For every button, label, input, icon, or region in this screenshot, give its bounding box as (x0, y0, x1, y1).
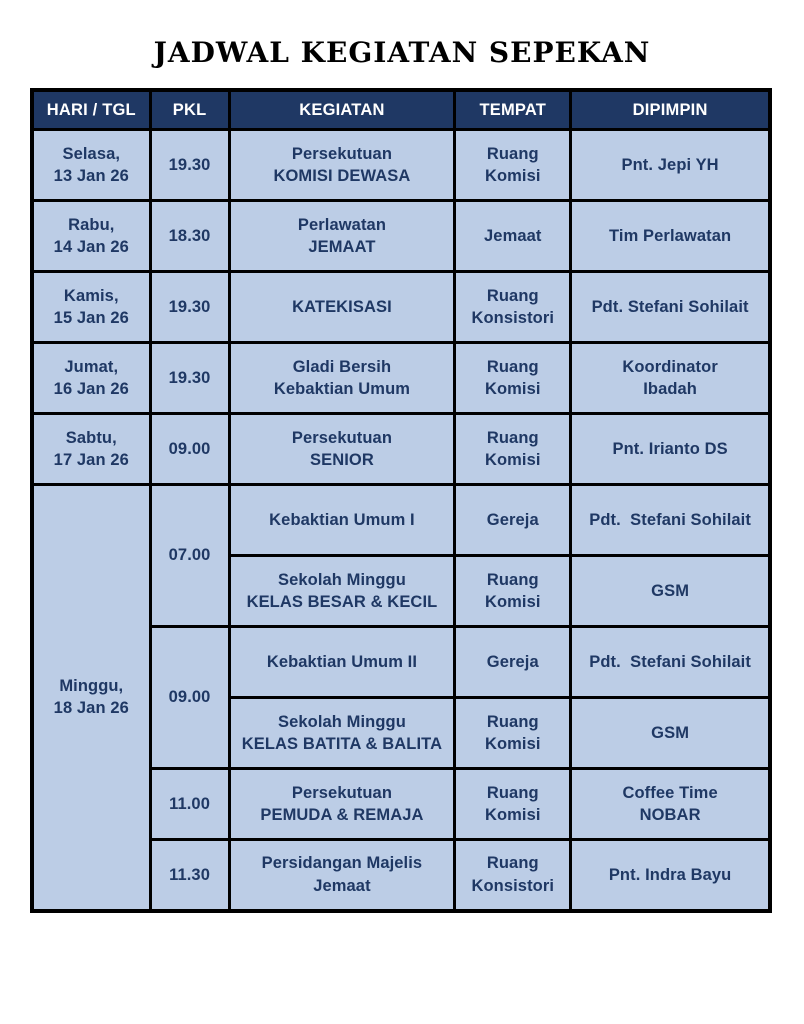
cell-line: Konsistori (471, 309, 555, 327)
schedule-cell (571, 556, 770, 627)
schedule-cell (455, 201, 571, 272)
cell-line: Persekutuan (291, 428, 392, 447)
cell-line: Persidangan Majelis Jemaat (261, 854, 423, 895)
cell-line: Ruang Komisi (484, 428, 541, 469)
cell-line: SENIOR (310, 451, 374, 469)
cell-line: Ruang Komisi (484, 712, 541, 753)
schedule-cell (571, 414, 770, 485)
schedule-cell (455, 698, 571, 769)
cell-line: Sabtu, (65, 428, 117, 447)
table-row (32, 485, 770, 556)
cell-line: Kebaktian Umum I (269, 510, 415, 529)
cell-line: Ibadah (643, 380, 697, 398)
cell-line: Ruang (486, 286, 539, 305)
cell-line: Ruang Komisi (484, 570, 541, 611)
cell-line: Ruang (486, 854, 539, 873)
cell-line: Persekutuan (291, 144, 392, 163)
table-row (32, 272, 770, 343)
schedule-table (30, 88, 772, 913)
cell-line: Pnt. Jepi YH (621, 155, 719, 174)
cell-line: GSM (651, 723, 690, 742)
cell-line: 19.30 (168, 368, 211, 387)
cell-line: Pdt. Stefani Sohilait (589, 652, 751, 671)
column-header-pkl: PKL (150, 90, 229, 130)
cell-line: 07.00 (168, 546, 211, 565)
cell-line: NOBAR (639, 806, 701, 824)
cell-line: KOMISI DEWASA (273, 167, 411, 185)
cell-line: Kamis, (63, 286, 119, 305)
cell-line: 11.30 (169, 865, 210, 884)
cell-line: 14 Jan 26 (53, 238, 129, 256)
cell-line: Jumat, (64, 357, 119, 376)
schedule-cell (229, 769, 455, 840)
schedule-cell (229, 414, 455, 485)
schedule-cell (571, 840, 770, 911)
cell-line: Coffee Time (622, 783, 718, 802)
schedule-cell (150, 485, 229, 627)
cell-line: Persekutuan (291, 783, 392, 802)
schedule-cell (150, 130, 229, 201)
schedule-cell (32, 485, 150, 911)
schedule-cell (455, 769, 571, 840)
cell-line: 17 Jan 26 (53, 451, 129, 469)
cell-line: Sekolah Minggu (277, 712, 406, 731)
schedule-cell (32, 272, 150, 343)
schedule-cell (150, 627, 229, 769)
column-header-dipimpin: DIPIMPIN (571, 90, 770, 130)
schedule-cell (229, 272, 455, 343)
cell-line: KELAS BATITA & BALITA (241, 735, 443, 753)
table-row (32, 343, 770, 414)
cell-line: Kebaktian Umum II (266, 652, 418, 671)
column-header-kegiatan: KEGIATAN (229, 90, 455, 130)
header-row (32, 90, 770, 130)
schedule-cell (229, 343, 455, 414)
cell-line: Pdt. Stefani Sohilait (591, 297, 749, 316)
schedule-cell (455, 343, 571, 414)
schedule-cell (455, 840, 571, 911)
schedule-cell (571, 272, 770, 343)
schedule-cell (229, 485, 455, 556)
cell-line: 11.00 (169, 794, 210, 813)
schedule-cell (455, 485, 571, 556)
schedule-cell (455, 556, 571, 627)
cell-line: 19.30 (168, 155, 211, 174)
cell-line: Perlawatan (297, 215, 386, 234)
schedule-cell (455, 627, 571, 698)
cell-line: 16 Jan 26 (53, 380, 129, 398)
cell-line: Sekolah Minggu (277, 570, 406, 589)
schedule-cell (229, 840, 455, 911)
cell-line: Gereja (486, 652, 539, 671)
schedule-cell (229, 698, 455, 769)
schedule-cell (571, 343, 770, 414)
cell-line: Rabu, (68, 215, 115, 234)
schedule-cell (229, 201, 455, 272)
cell-line: KELAS BESAR & KECIL (246, 593, 438, 611)
schedule-cell (571, 698, 770, 769)
cell-line: KATEKISASI (292, 297, 392, 316)
schedule-cell (571, 201, 770, 272)
cell-line: GSM (651, 581, 690, 600)
cell-line: Ruang Komisi (484, 783, 541, 824)
column-header-tempat: TEMPAT (455, 90, 571, 130)
schedule-cell (32, 201, 150, 272)
cell-line: PEMUDA & REMAJA (260, 806, 424, 824)
cell-line: Ruang Komisi (484, 357, 541, 398)
schedule-cell (32, 414, 150, 485)
schedule-cell (150, 343, 229, 414)
schedule-cell (455, 130, 571, 201)
schedule-cell (32, 130, 150, 201)
schedule-cell (150, 840, 229, 911)
schedule-cell (571, 769, 770, 840)
column-header-hari: HARI / TGL (32, 90, 150, 130)
cell-line: 18.30 (168, 226, 211, 245)
cell-line: Pnt. Irianto DS (612, 439, 728, 458)
schedule-cell (571, 485, 770, 556)
table-row (32, 201, 770, 272)
cell-line: 09.00 (168, 439, 211, 458)
schedule-cell (571, 627, 770, 698)
schedule-cell (150, 769, 229, 840)
cell-line: Konsistori (471, 876, 555, 895)
cell-line: 19.30 (168, 297, 211, 316)
table-row (32, 130, 770, 201)
schedule-cell (150, 414, 229, 485)
table-row (32, 414, 770, 485)
schedule-table-body (32, 130, 770, 911)
cell-line: 18 Jan 26 (53, 699, 129, 718)
cell-line: Koordinator (622, 357, 718, 376)
schedule-cell (229, 627, 455, 698)
schedule-cell (32, 343, 150, 414)
page-title: JADWAL KEGIATAN SEPEKAN (153, 36, 651, 69)
cell-line: Tim Perlawatan (609, 226, 732, 245)
cell-line: 15 Jan 26 (53, 309, 129, 327)
cell-line: JEMAAT (308, 238, 376, 256)
cell-line: Jemaat (484, 226, 542, 245)
schedule-cell (455, 272, 571, 343)
cell-line: 09.00 (168, 688, 211, 707)
cell-line: Minggu, (59, 676, 124, 695)
schedule-cell (455, 414, 571, 485)
schedule-cell (229, 130, 455, 201)
cell-line: Selasa, (62, 144, 121, 163)
cell-line: Kebaktian Umum (273, 380, 411, 398)
cell-line: 13 Jan 26 (53, 167, 129, 185)
schedule-cell (150, 201, 229, 272)
cell-line: Ruang Komisi (484, 144, 541, 185)
cell-line: Gladi Bersih (292, 357, 392, 376)
schedule-cell (150, 272, 229, 343)
cell-line: Pnt. Indra Bayu (608, 865, 732, 884)
schedule-cell (229, 556, 455, 627)
cell-line: Gereja (486, 510, 539, 529)
schedule-cell (571, 130, 770, 201)
cell-line: Pdt. Stefani Sohilait (589, 510, 751, 529)
